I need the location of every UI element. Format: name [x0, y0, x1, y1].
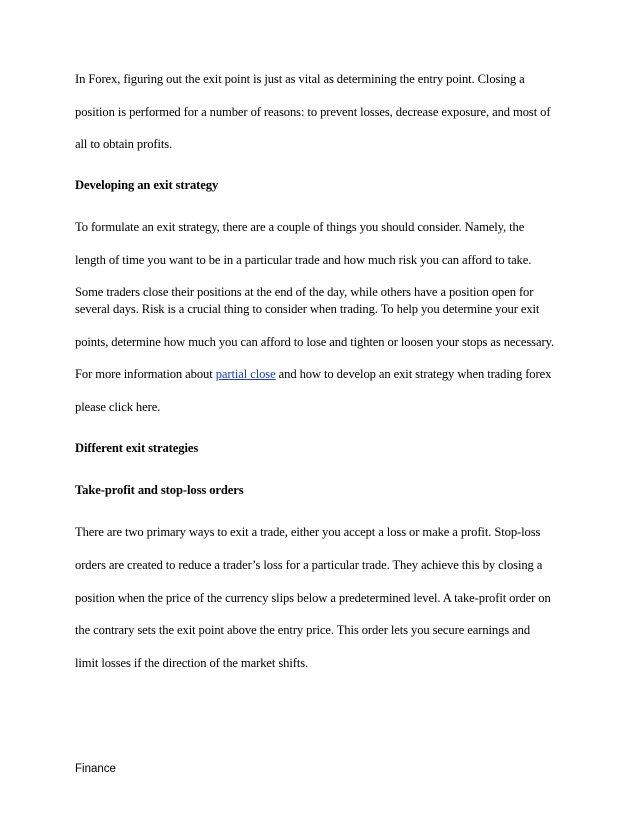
heading-take-profit-stop-loss: Take-profit and stop-loss orders	[75, 483, 244, 497]
page-footer: Finance	[75, 763, 116, 775]
intro-line-3: all to obtain profits.	[75, 137, 173, 151]
line-6-before-text: For more information about	[75, 367, 216, 381]
intro-line-2: position is performed for a number of reasons: to prevent losses, decrease exposure, and most of	[75, 105, 551, 119]
line-6-after-text: and how to develop an exit strategy when trading forex	[275, 367, 552, 381]
heading-different-exit-strategies: Different exit strategies	[75, 441, 199, 455]
section1-line-3: Some traders close their positions at the end of the day, while others have a position open for	[75, 285, 534, 299]
section3-line-5: limit losses if the direction of the market shifts.	[75, 656, 309, 670]
partial-close-link[interactable]: partial close	[215, 367, 276, 381]
section3-line-2: orders are created to reduce a trader’s loss for a particular trade. They achieve this by closing a	[75, 558, 543, 572]
section1-line-2: length of time you want to be in a particular trade and how much risk you can afford to take.	[75, 253, 532, 267]
intro-line-1: In Forex, figuring out the exit point is just as vital as determining the entry point. Closing a	[75, 72, 525, 86]
section1-line-7: please click here.	[75, 400, 161, 414]
section1-line-6	[75, 366, 551, 382]
section1-line-1: To formulate an exit strategy, there are a couple of things you should consider. Namely, the	[75, 220, 525, 234]
section1-line-4: several days. Risk is a crucial thing to consider when trading. To help you determine your exit	[75, 302, 540, 316]
section3-line-4: the contrary sets the exit point above the entry price. This order lets you secure earnings and	[75, 623, 531, 637]
section3-line-3: position when the price of the currency slips below a predetermined level. A take-profit order on	[75, 591, 551, 605]
heading-developing-exit-strategy: Developing an exit strategy	[75, 178, 219, 192]
section1-line-5: points, determine how much you can afford to lose and tighten or loosen your stops as necessary.	[75, 335, 554, 349]
section3-line-1: There are two primary ways to exit a trade, either you accept a loss or make a profit. Stop-loss	[75, 525, 541, 539]
